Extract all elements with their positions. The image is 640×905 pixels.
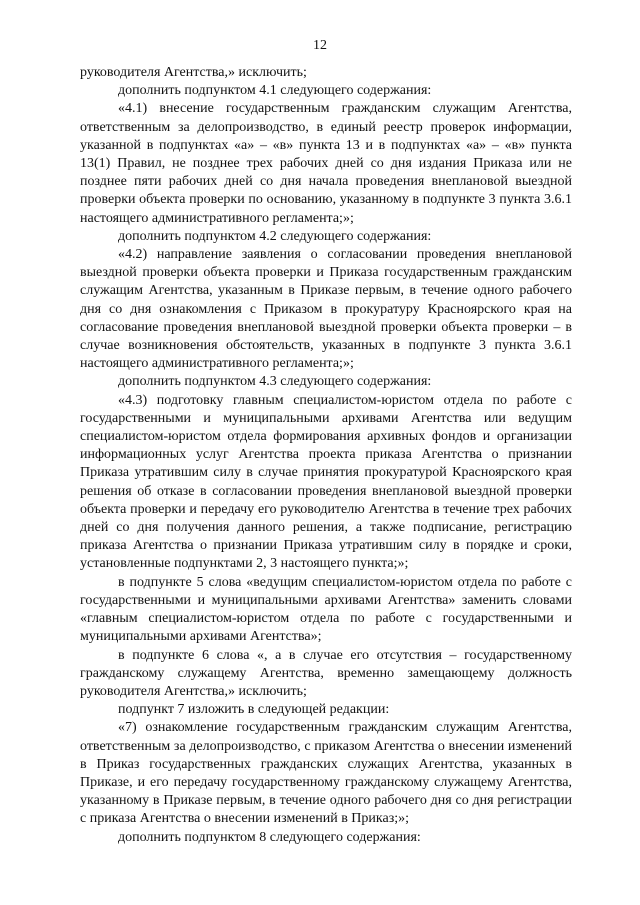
document-body (80, 64, 572, 847)
paragraph: в подпункте 5 слова «ведущим специалистом-юристом отдела по работе с государственными и муниципальными архивами Агентства» заменить словами «главным специалистом-юристом отдела по работе с государственными и муниципальными архивами Агентства»; (80, 574, 572, 645)
paragraph: дополнить подпунктом 8 следующего содержания: (118, 829, 421, 845)
paragraph: «7) ознакомление государственным гражданским служащим Агентства, ответственным за делопроизводство, с приказом Агентства о внесении изменений в Приказ государственных гражданских служащих Агентства, указанных в Приказе, и его передачу государственному гражданскому служащему Агентства, указанному в Приказе первым, в течение одного рабочего дня со дня регистрации с приказа Агентства о внесении изменений в Приказ;»; (80, 720, 572, 827)
paragraph: подпункт 7 изложить в следующей редакции: (118, 702, 390, 718)
page-number: 12 (313, 38, 327, 53)
paragraph: дополнить подпунктом 4.2 следующего содержания: (118, 228, 432, 244)
paragraph: дополнить подпунктом 4.1 следующего содержания: (118, 83, 432, 99)
paragraph: «4.1) внесение государственным гражданским служащим Агентства, ответственным за делопроизводство, в единый реестр проверок информации, указанной в подпунктах «а» – «в» пункта 13 и в подпунктах «а» – «в» пункта 13(1) Правил, не позднее трех рабочих дней со дня издания Приказа или не позднее пяти рабочих дней со дня начала проведения внеплановой выездной проверки объекта проверки по основанию, указанному в подпункте 3 пункта 3.6.1 настоящего административного регламента;»; (80, 101, 572, 226)
paragraph: «4.3) подготовку главным специалистом-юристом отдела по работе с государственными и муниципальными архивами Агентства или ведущим специалистом-юристом отдела формирования архивных фондов и организации информационных услуг Агентства проекта приказа Агентства о признании Приказа утратившим силу в случае принятия прокуратурой Красноярского края решения об отказе в согласовании проведения внеплановой выездной проверки объекта проверки и передачу его руководителю Агентства в течение трех рабочих дней со дня получения данного решения, а также подписание, регистрацию приказа Агентства о признании Приказа утратившим силу в порядке и сроки, установленные подпунктами 2, 3 настоящего пункта;»; (80, 392, 572, 572)
paragraph: руководителя Агентства,» исключить; (80, 65, 307, 80)
paragraph: «4.2) направление заявления о согласовании проведения внеплановой выездной проверки объекта проверки и Приказа государственным гражданским служащим Агентства, указанным в Приказе первым, в течение одного рабочего дня со дня ознакомления с Приказом в прокуратуру Красноярского края на согласование проведения внеплановой выездной проверки объекта проверки – в случае возникновения обстоятельств, указанных в подпункте 3 пункта 3.6.1 настоящего административного регламента;»; (80, 247, 572, 372)
paragraph: дополнить подпунктом 4.3 следующего содержания: (118, 374, 432, 390)
paragraph: в подпункте 6 слова «, а в случае его отсутствия – государственному гражданскому служащему Агентства, временно замещающему должность руководителя Агентства,» исключить; (80, 647, 572, 699)
